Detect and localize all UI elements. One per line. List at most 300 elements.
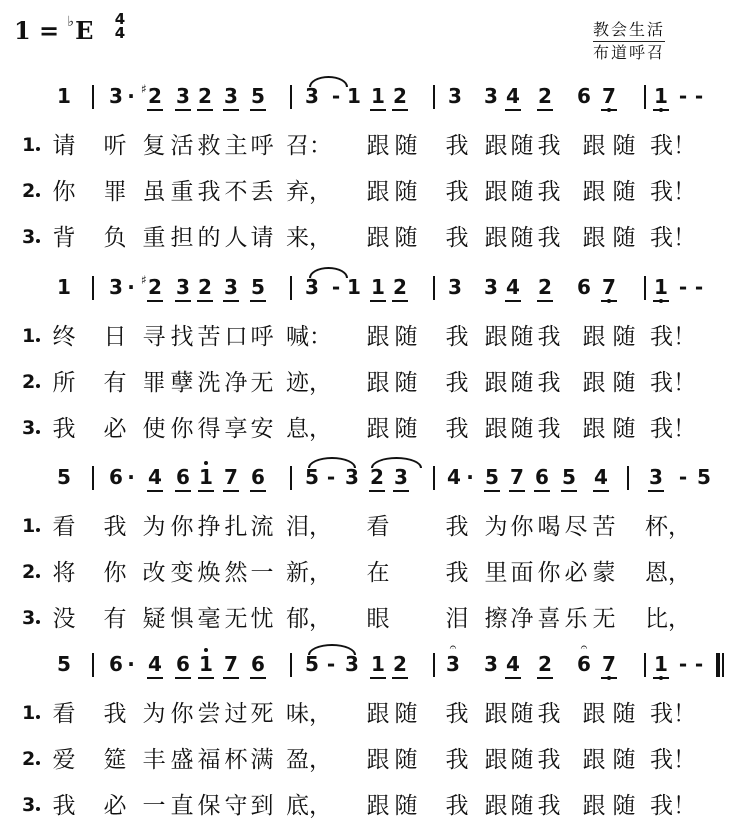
note-glyph: 1 xyxy=(199,465,213,489)
lyric-char: 我 xyxy=(445,225,469,251)
lyric-char: 惧 xyxy=(170,606,194,632)
lyric-char: 你 xyxy=(170,514,194,540)
lyric-char: 面 xyxy=(510,560,534,586)
lyric-char: 随 xyxy=(394,793,418,819)
note xyxy=(250,654,266,674)
lyric-char: 过 xyxy=(224,701,248,727)
note-glyph: 3 xyxy=(448,275,462,299)
lyric-char: 必 xyxy=(103,416,127,442)
lyric-char: 随 xyxy=(510,747,534,773)
underline-mark xyxy=(147,300,163,302)
lyric-char: 弃， xyxy=(286,179,332,205)
note xyxy=(141,82,163,108)
lyric-char: 我 xyxy=(103,514,127,540)
lyric-char: 喜 xyxy=(537,606,561,632)
note-glyph: 4 xyxy=(506,652,520,676)
lyric-char: 口 xyxy=(224,324,248,350)
lyric-char: 随 xyxy=(612,416,636,442)
note xyxy=(123,654,139,674)
lyric-char: 我 xyxy=(537,370,561,396)
note xyxy=(346,86,362,106)
lyric-char: 净 xyxy=(224,370,248,396)
note-glyph: - xyxy=(326,652,336,676)
lyric-char: 洗 xyxy=(197,370,221,396)
note-glyph: 3 xyxy=(345,465,359,489)
verse-dot xyxy=(36,620,40,624)
verse-dot xyxy=(36,715,40,719)
lyric-char: 随 xyxy=(394,179,418,205)
note xyxy=(108,467,124,487)
note xyxy=(691,277,707,297)
lyric-char: 为 xyxy=(142,701,166,727)
underline-mark xyxy=(175,677,191,679)
lyric-line xyxy=(0,699,732,731)
note-glyph: 3 xyxy=(224,84,238,108)
note xyxy=(483,86,499,106)
lyric-char: 跟 xyxy=(484,747,508,773)
lyric-char: 必 xyxy=(103,793,127,819)
lyric-char: 必 xyxy=(564,560,588,586)
lyric-char: 随 xyxy=(510,416,534,442)
note-glyph: - xyxy=(678,652,688,676)
note xyxy=(445,640,461,676)
note xyxy=(675,277,691,297)
note xyxy=(446,467,462,487)
note-glyph: 7 xyxy=(224,465,238,489)
lyric-char: 保 xyxy=(197,793,221,819)
lyric-char: 郁， xyxy=(286,606,332,632)
verse-dot xyxy=(36,574,40,578)
note-glyph: 4 xyxy=(506,84,520,108)
lyric-char: 我！ xyxy=(650,793,696,819)
note xyxy=(197,86,213,106)
low-octave-dot xyxy=(659,108,663,112)
note xyxy=(483,654,499,674)
note-glyph: 1 xyxy=(57,275,71,299)
note-glyph: 3 xyxy=(224,275,238,299)
note-glyph: - xyxy=(678,275,688,299)
note-glyph: 2 xyxy=(393,275,407,299)
lyric-char: 我 xyxy=(445,133,469,159)
lyric-char: 跟 xyxy=(582,324,606,350)
lyric-char: 罪 xyxy=(142,370,166,396)
underline-mark xyxy=(223,300,239,302)
note-glyph: 2 xyxy=(370,465,384,489)
underline-mark xyxy=(198,490,214,492)
note xyxy=(509,467,525,487)
lyric-char: 我 xyxy=(445,747,469,773)
underline-mark xyxy=(505,109,521,111)
lyric-char: 蒙 xyxy=(592,560,616,586)
lyric-char: 丰 xyxy=(142,747,166,773)
note xyxy=(250,467,266,487)
lyric-char: 孽 xyxy=(170,370,194,396)
note xyxy=(56,467,72,487)
note-glyph: · xyxy=(127,84,135,108)
lyric-char: 我！ xyxy=(650,324,696,350)
note xyxy=(483,277,499,297)
underline-mark xyxy=(537,677,553,679)
high-octave-dot xyxy=(204,648,208,652)
lyric-char: 底， xyxy=(286,793,332,819)
note xyxy=(344,467,360,487)
note xyxy=(108,86,124,106)
lyric-char: 我 xyxy=(537,179,561,205)
note-glyph: 6 xyxy=(176,652,190,676)
note xyxy=(304,467,320,487)
note-glyph: - xyxy=(331,275,341,299)
note-glyph: 6 xyxy=(535,465,549,489)
note-glyph: 1 xyxy=(654,275,668,299)
note-glyph: 1 xyxy=(347,275,361,299)
underline-mark xyxy=(370,109,386,111)
note-glyph: 6 xyxy=(577,84,591,108)
verse-dot xyxy=(36,147,40,151)
note-glyph: 3 xyxy=(305,84,319,108)
note-glyph: · xyxy=(127,465,135,489)
note-glyph: 5 xyxy=(57,652,71,676)
verse-number: 1 xyxy=(22,702,36,724)
barline xyxy=(644,276,646,300)
note xyxy=(691,86,707,106)
lyric-char: 跟 xyxy=(366,225,390,251)
note xyxy=(505,86,521,106)
note-glyph: - xyxy=(694,275,704,299)
note-glyph: · xyxy=(466,465,474,489)
underline-mark xyxy=(537,109,553,111)
lyric-char: 请 xyxy=(52,133,76,159)
fermata-icon: 𝄐 xyxy=(449,640,457,654)
lyric-char: 为 xyxy=(142,514,166,540)
note xyxy=(534,467,550,487)
lyric-char: 随 xyxy=(612,701,636,727)
lyric-char: 恩， xyxy=(645,560,691,586)
lyric-char: 我 xyxy=(52,793,76,819)
barline xyxy=(644,653,646,677)
underline-mark xyxy=(147,677,163,679)
lyric-char: 息， xyxy=(286,416,332,442)
note-glyph: 1 xyxy=(199,652,213,676)
lyric-char: 的 xyxy=(197,225,221,251)
note xyxy=(696,467,712,487)
lyric-char: 我！ xyxy=(650,370,696,396)
lyric-char: 跟 xyxy=(484,416,508,442)
note xyxy=(653,277,669,297)
lyric-line xyxy=(0,604,732,636)
note xyxy=(370,654,386,674)
lyric-char: 重 xyxy=(142,225,166,251)
underline-mark xyxy=(223,109,239,111)
lyric-char: 得 xyxy=(197,416,221,442)
low-octave-dot xyxy=(607,299,611,303)
lyric-char: 我！ xyxy=(650,416,696,442)
underline-mark xyxy=(392,677,408,679)
note xyxy=(648,467,664,487)
lyric-line xyxy=(0,745,732,777)
note-glyph: 5 xyxy=(57,465,71,489)
verse-number: 2 xyxy=(22,371,36,393)
note xyxy=(561,467,577,487)
verse-number: 1 xyxy=(22,325,36,347)
lyric-char: 跟 xyxy=(366,133,390,159)
verse-dot xyxy=(36,807,40,811)
lyric-char: 呼 xyxy=(250,133,274,159)
lyric-char: 焕 xyxy=(197,560,221,586)
verse-number: 3 xyxy=(22,417,36,439)
note xyxy=(675,86,691,106)
lyric-char: 跟 xyxy=(366,701,390,727)
high-octave-dot xyxy=(204,461,208,465)
note-glyph: 2 xyxy=(538,652,552,676)
note-glyph: 3 xyxy=(448,84,462,108)
lyric-char: 我 xyxy=(445,701,469,727)
lyric-line xyxy=(0,368,732,400)
note xyxy=(175,654,191,674)
time-sig-top: 4 xyxy=(114,10,126,28)
lyric-char: 我 xyxy=(197,179,221,205)
lyric-char: 尽 xyxy=(564,514,588,540)
low-octave-dot xyxy=(607,108,611,112)
lyric-char: 你 xyxy=(537,560,561,586)
underline-mark xyxy=(197,109,213,111)
underline-mark xyxy=(250,109,266,111)
barline xyxy=(92,85,94,109)
lyric-char: 随 xyxy=(612,747,636,773)
lyric-char: 跟 xyxy=(582,701,606,727)
verse-dot xyxy=(36,338,40,342)
note-glyph: 1 xyxy=(371,275,385,299)
lyric-char: 人 xyxy=(224,225,248,251)
underline-mark xyxy=(369,490,385,492)
lyric-char: 我 xyxy=(445,514,469,540)
lyric-char: 守 xyxy=(224,793,248,819)
note-glyph: - xyxy=(331,84,341,108)
barline xyxy=(290,276,292,300)
lyric-char: 跟 xyxy=(366,324,390,350)
underline-mark xyxy=(147,490,163,492)
lyric-char: 变 xyxy=(170,560,194,586)
verse-dot xyxy=(36,430,40,434)
note-glyph: 7 xyxy=(510,465,524,489)
low-octave-dot xyxy=(659,676,663,680)
note xyxy=(346,277,362,297)
lyric-char: 一 xyxy=(142,793,166,819)
lyric-char: 盛 xyxy=(170,747,194,773)
lyric-char: 直 xyxy=(170,793,194,819)
lyric-char: 随 xyxy=(394,701,418,727)
lyric-char: 然 xyxy=(224,560,248,586)
lyric-char: 无 xyxy=(250,370,274,396)
verse-number: 2 xyxy=(22,561,36,583)
lyric-char: 日 xyxy=(103,324,127,350)
lyric-char: 新， xyxy=(286,560,332,586)
lyric-char: 负 xyxy=(103,225,127,251)
credit-source: 教会生活 xyxy=(593,17,665,42)
note-glyph: 6 xyxy=(251,652,265,676)
lyric-char: 有 xyxy=(103,370,127,396)
note xyxy=(223,467,239,487)
lyric-char: 跟 xyxy=(582,747,606,773)
lyric-char: 复 xyxy=(142,133,166,159)
lyric-char: 我 xyxy=(537,701,561,727)
note-glyph: 5 xyxy=(251,84,265,108)
lyric-char: 召： xyxy=(286,133,332,159)
note-glyph: 3 xyxy=(484,652,498,676)
barline xyxy=(627,466,629,490)
note-glyph: 2 xyxy=(393,652,407,676)
note xyxy=(447,86,463,106)
fermata-icon: 𝄐 xyxy=(580,640,588,654)
lyric-char: 我！ xyxy=(650,179,696,205)
underline-mark xyxy=(250,300,266,302)
verse-dot xyxy=(36,384,40,388)
lyric-char: 在 xyxy=(366,560,390,586)
key-prefix: 1 = xyxy=(14,16,68,45)
lyric-char: 我 xyxy=(445,324,469,350)
note xyxy=(304,654,320,674)
note xyxy=(505,277,521,297)
note-glyph: 3 xyxy=(649,465,663,489)
lyric-char: 请 xyxy=(250,225,274,251)
lyric-char: 跟 xyxy=(366,179,390,205)
lyric-char: 无 xyxy=(224,606,248,632)
barline xyxy=(433,276,435,300)
lyric-char: 跟 xyxy=(484,179,508,205)
lyric-char: 忧 xyxy=(250,606,274,632)
barline xyxy=(433,466,435,490)
lyric-char: 挣 xyxy=(197,514,221,540)
lyric-char: 里 xyxy=(484,560,508,586)
lyric-char: 泪 xyxy=(445,606,469,632)
lyric-char: 找 xyxy=(170,324,194,350)
lyric-char: 随 xyxy=(394,324,418,350)
underline-mark xyxy=(392,300,408,302)
underline-mark xyxy=(393,490,409,492)
note-glyph: 5 xyxy=(485,465,499,489)
note xyxy=(447,277,463,297)
note-glyph: 6 xyxy=(109,652,123,676)
note xyxy=(147,654,163,674)
note xyxy=(223,277,239,297)
underline-mark xyxy=(175,490,191,492)
note xyxy=(576,86,592,106)
note xyxy=(108,277,124,297)
verse-number: 3 xyxy=(22,794,36,816)
lyric-char: 跟 xyxy=(366,747,390,773)
note-glyph: 4 xyxy=(148,652,162,676)
note-glyph: 1 xyxy=(347,84,361,108)
note xyxy=(601,86,617,106)
lyric-char: 喊： xyxy=(286,324,332,350)
note-glyph: - xyxy=(694,652,704,676)
lyric-char: 重 xyxy=(170,179,194,205)
lyric-char: 享 xyxy=(224,416,248,442)
note-glyph: 2 xyxy=(538,275,552,299)
lyric-char: 盈， xyxy=(286,747,332,773)
lyric-char: 我 xyxy=(445,370,469,396)
lyric-char: 随 xyxy=(394,370,418,396)
lyric-char: 跟 xyxy=(484,324,508,350)
lyric-char: 虽 xyxy=(142,179,166,205)
note-glyph: 5 xyxy=(251,275,265,299)
note xyxy=(393,467,409,487)
underline-mark xyxy=(250,677,266,679)
lyric-char: 跟 xyxy=(582,370,606,396)
note xyxy=(123,277,139,297)
lyric-char: 将 xyxy=(52,560,76,586)
note-glyph: 1 xyxy=(371,652,385,676)
note-glyph: 4 xyxy=(594,465,608,489)
lyric-char: 随 xyxy=(394,225,418,251)
note xyxy=(576,277,592,297)
lyric-char: 随 xyxy=(510,701,534,727)
lyric-char: 随 xyxy=(612,370,636,396)
lyric-char: 跟 xyxy=(366,793,390,819)
lyric-char: 使 xyxy=(142,416,166,442)
note xyxy=(653,86,669,106)
underline-mark xyxy=(505,300,521,302)
note-glyph: 2 xyxy=(148,275,162,299)
underline-mark xyxy=(223,677,239,679)
lyric-char: 背 xyxy=(52,225,76,251)
note-glyph: 5 xyxy=(305,652,319,676)
lyric-char: 没 xyxy=(52,606,76,632)
note xyxy=(675,467,691,487)
lyric-char: 我 xyxy=(445,793,469,819)
lyric-char: 你 xyxy=(170,416,194,442)
low-octave-dot xyxy=(607,676,611,680)
note xyxy=(601,654,617,674)
lyric-char: 我 xyxy=(445,416,469,442)
note xyxy=(197,277,213,297)
underline-mark xyxy=(537,300,553,302)
underline-mark xyxy=(509,490,525,492)
note-glyph: 3 xyxy=(109,275,123,299)
underline-mark xyxy=(175,109,191,111)
verse-number: 3 xyxy=(22,226,36,248)
underline-mark xyxy=(250,490,266,492)
tie-arc xyxy=(308,457,356,468)
lyric-line xyxy=(0,322,732,354)
lyric-line xyxy=(0,558,732,590)
note-glyph: 3 xyxy=(484,275,498,299)
notation-row xyxy=(0,275,732,305)
note xyxy=(147,467,163,487)
lyric-char: 我 xyxy=(537,747,561,773)
lyric-char: 筵 xyxy=(103,747,127,773)
note xyxy=(537,654,553,674)
lyric-char: 随 xyxy=(510,179,534,205)
note xyxy=(108,654,124,674)
lyric-char: 死 xyxy=(250,701,274,727)
lyric-char: 跟 xyxy=(582,133,606,159)
lyric-char: 跟 xyxy=(366,416,390,442)
underline-mark xyxy=(370,677,386,679)
lyric-char: 擦 xyxy=(484,606,508,632)
lyric-line xyxy=(0,223,732,255)
lyric-char: 我！ xyxy=(650,225,696,251)
note xyxy=(537,86,553,106)
verse-dot xyxy=(36,528,40,532)
lyric-char: 呼 xyxy=(250,324,274,350)
lyric-char: 随 xyxy=(510,324,534,350)
lyric-char: 跟 xyxy=(484,701,508,727)
note xyxy=(56,654,72,674)
flat-sign: ♭ xyxy=(67,14,75,30)
lyric-char: 扎 xyxy=(224,514,248,540)
lyric-char: 毫 xyxy=(197,606,221,632)
note xyxy=(175,86,191,106)
